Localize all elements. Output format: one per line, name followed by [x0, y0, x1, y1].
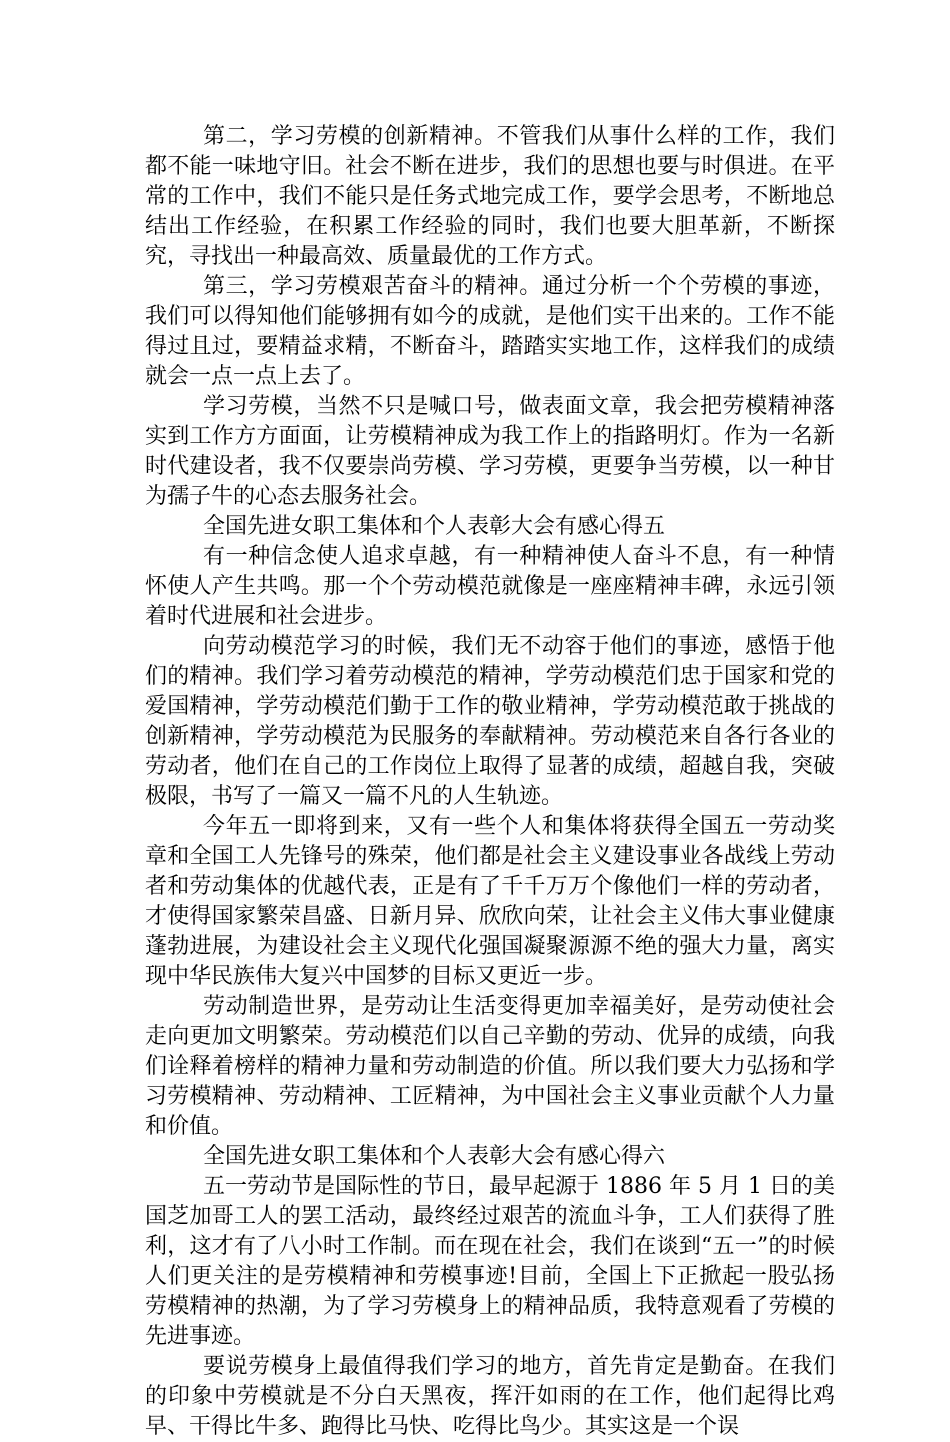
paragraph: 有一种信念使人追求卓越，有一种精神使人奋斗不息，有一种情怀使人产生共鸣。那一个个劳动模范就像是一座座精神丰碑，永远引领着时代进展和社会进步。 [145, 544, 835, 629]
document-body [145, 122, 835, 1442]
paragraph: 第三，学习劳模艰苦奋斗的精神。通过分析一个个劳模的事迹，我们可以得知他们能够拥有如今的成就，是他们实干出来的。工作不能得过且过，要精益求精，不断奋斗，踏踏实实地工作，这样我们的成绩就会一点一点上去了。 [145, 274, 835, 389]
paragraph: 今年五一即将到来，又有一些个人和集体将获得全国五一劳动奖章和全国工人先锋号的殊荣，他们都是社会主义建设事业各战线上劳动者和劳动集体的优越代表，正是有了千千万万个像他们一样的劳动者，才使得国家繁荣昌盛、日新月异、欣欣向荣，让社会主义伟大事业健康蓬勃进展，为建设社会主义现代化强国凝聚源源不绝的强大力量，离实现中华民族伟大复兴中国梦的目标又更近一步。 [145, 814, 835, 989]
paragraph: 要说劳模身上最值得我们学习的地方，首先肯定是勤奋。在我们的印象中劳模就是不分白天黑夜，挥汗如雨的在工作，他们起得比鸡早、干得比牛多、跑得比马快、吃得比鸟少。其实这是一个误 [145, 1354, 835, 1439]
paragraph: 向劳动模范学习的时候，我们无不动容于他们的事迹，感悟于他们的精神。我们学习着劳动模范的精神，学劳动模范们忠于国家和党的爱国精神，学劳动模范们勤于工作的敬业精神，学劳动模范敢于挑战的创新精神，学劳动模范为民服务的奉献精神。劳动模范来自各行各业的劳动者，他们在自己的工作岗位上取得了显著的成绩，超越自我，突破极限，书写了一篇又一篇不凡的人生轨迹。 [145, 634, 835, 809]
section-heading: 全国先进女职工集体和个人表彰大会有感心得六 [203, 1144, 666, 1169]
paragraph: 五一劳动节是国际性的节日，最早起源于 1886 年 5 月 1 日的美国芝加哥工人的罢工活动，最终经过艰苦的流血斗争，工人们获得了胜利，这才有了八小时工作制。而在现在社会，我们在谈到“五一”的时候人们更关注的是劳模精神和劳模事迹!目前，全国上下正掀起一股弘扬劳模精神的热潮，为了学习劳模身上的精神品质，我特意观看了劳模的先进事迹。 [145, 1174, 835, 1349]
paragraph: 劳动制造世界，是劳动让生活变得更加幸福美好，是劳动使社会走向更加文明繁荣。劳动模范们以自己辛勤的劳动、优异的成绩，向我们诠释着榜样的精神力量和劳动制造的价值。所以我们要大力弘扬和学习劳模精神、劳动精神、工匠精神，为中国社会主义事业贡献个人力量和价值。 [145, 994, 835, 1139]
paragraph: 学习劳模，当然不只是喊口号，做表面文章，我会把劳模精神落实到工作方方面面，让劳模精神成为我工作上的指路明灯。作为一名新时代建设者，我不仅要崇尚劳模、学习劳模，更要争当劳模，以一种甘为孺子牛的心态去服务社会。 [145, 394, 835, 509]
paragraph: 第二，学习劳模的创新精神。不管我们从事什么样的工作，我们都不能一味地守旧。社会不断在进步，我们的思想也要与时俱进。在平常的工作中，我们不能只是任务式地完成工作，要学会思考，不断地总结出工作经验，在积累工作经验的同时，我们也要大胆革新，不断探究，寻找出一种最高效、质量最优的工作方式。 [145, 124, 835, 269]
section-heading: 全国先进女职工集体和个人表彰大会有感心得五 [203, 514, 666, 539]
